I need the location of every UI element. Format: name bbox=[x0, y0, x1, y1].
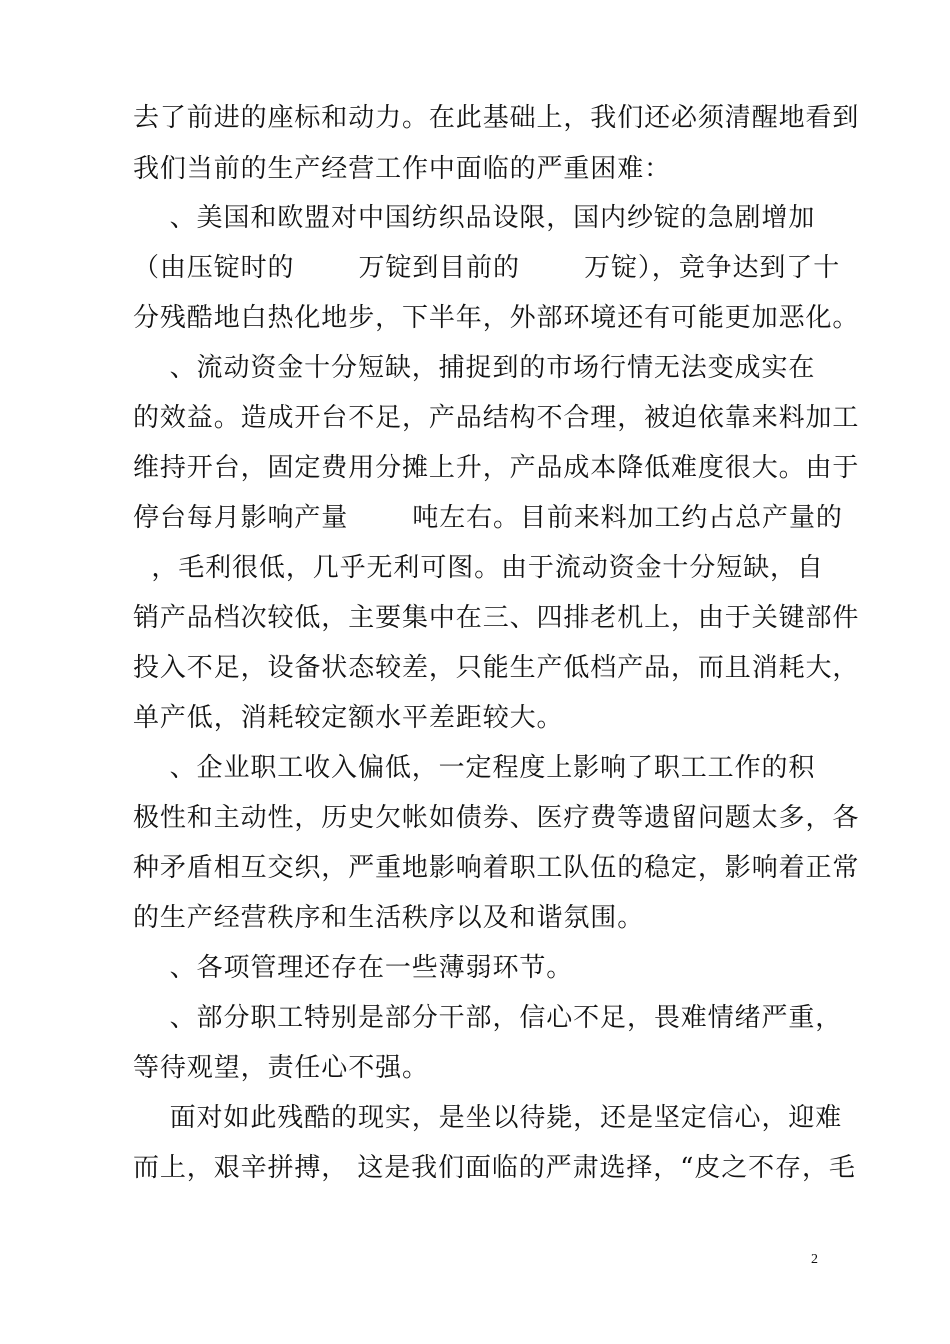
text-line: 分残酷地白热化地步，下半年，外部环境还有可能更加恶化。 bbox=[133, 303, 860, 333]
text-line: 、企业职工收入偏低，一定程度上影响了职工工作的积 bbox=[133, 753, 816, 783]
text-line: 去了前进的座标和动力。在此基础上，我们还必须清醒地看到 bbox=[133, 103, 860, 133]
text-line: 单产低，消耗较定额水平差距较大。 bbox=[133, 703, 564, 733]
text-line: ，毛利很低，几乎无利可图。由于流动资金十分短缺，自 bbox=[133, 553, 824, 583]
text-line: 种矛盾相互交织，严重地影响着职工队伍的稳定，影响着正常 bbox=[133, 853, 860, 883]
text-line: 、美国和欧盟对中国纺织品设限，国内纱锭的急剧增加 bbox=[133, 203, 816, 233]
text-line: 而上，艰辛拼搏， 这是我们面临的严肃选择，“皮之不存，毛 bbox=[133, 1153, 856, 1183]
text-line: 极性和主动性，历史欠帐如债券、医疗费等遗留问题太多，各 bbox=[133, 803, 860, 833]
text-line: 我们当前的生产经营工作中面临的严重困难： bbox=[133, 154, 672, 184]
text-line: 、部分职工特别是部分干部，信心不足，畏难情绪严重， bbox=[133, 1003, 843, 1033]
text-line: 等待观望，责任心不强。 bbox=[133, 1053, 429, 1083]
text-line: 销产品档次较低，主要集中在三、四排老机上，由于关键部件 bbox=[133, 603, 860, 633]
text-line: （由压锭时的 万锭到目前的 万锭），竞争达到了十 bbox=[133, 253, 841, 283]
text-line: 面对如此残酷的现实，是坐以待毙，还是坚定信心，迎难 bbox=[133, 1103, 843, 1133]
text-line: 的效益。造成开台不足，产品结构不合理，被迫依靠来料加工 bbox=[133, 403, 860, 433]
text-line: 、各项管理还存在一些薄弱环节。 bbox=[133, 953, 574, 983]
text-line: 、流动资金十分短缺，捕捉到的市场行情无法变成实在 bbox=[133, 353, 816, 383]
text-line: 维持开台，固定费用分摊上升，产品成本降低难度很大。由于 bbox=[133, 453, 860, 483]
text-line: 停台每月影响产量 吨左右。目前来料加工约占总产量的 bbox=[133, 503, 843, 533]
page-number: 2 bbox=[811, 1252, 818, 1267]
text-line: 的生产经营秩序和生活秩序以及和谐氛围。 bbox=[133, 903, 645, 933]
text-line: 投入不足，设备状态较差，只能生产低档产品，而且消耗大， bbox=[133, 653, 860, 683]
